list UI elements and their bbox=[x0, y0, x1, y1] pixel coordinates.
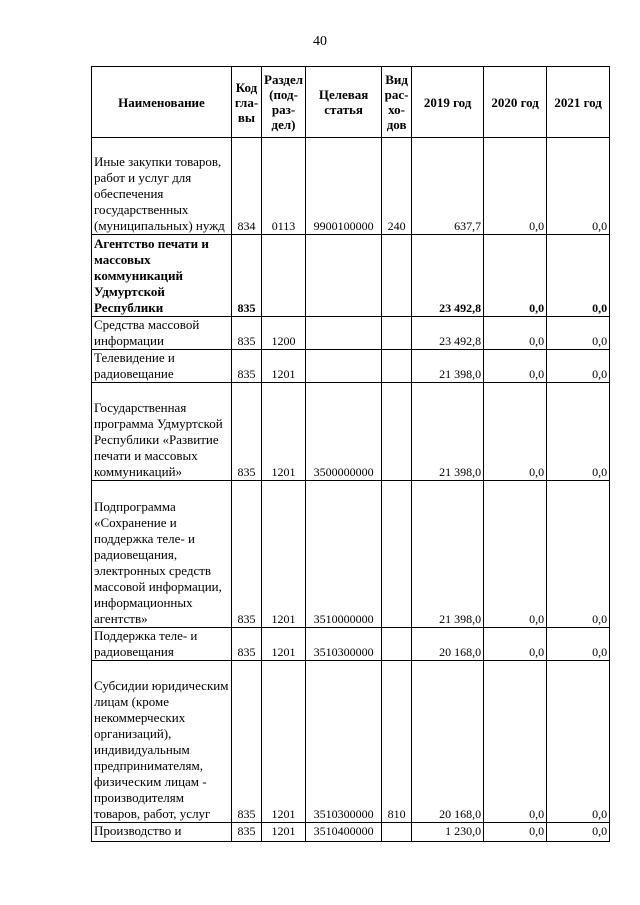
row-2019: 1 230,0 bbox=[412, 823, 484, 842]
header-2020: 2020 год bbox=[484, 67, 547, 138]
row-2020: 0,0 bbox=[484, 383, 547, 481]
table-row bbox=[92, 481, 610, 628]
row-target: 9900100000 bbox=[306, 138, 382, 235]
row-chapter: 835 bbox=[232, 235, 262, 317]
row-section bbox=[262, 235, 306, 317]
table-row bbox=[92, 138, 610, 235]
header-target-article: Целевая статья bbox=[306, 67, 382, 138]
row-2020: 0,0 bbox=[484, 481, 547, 628]
row-target: 3510300000 bbox=[306, 628, 382, 661]
row-2019: 23 492,8 bbox=[412, 317, 484, 350]
row-name: Субсидии юридическим лицам (кроме некоммерческих организаций), индивидуальным предпринимателям, физическим лицам - производителям товаров, работ, услуг bbox=[92, 661, 232, 823]
row-target bbox=[306, 317, 382, 350]
table-row bbox=[92, 661, 610, 823]
row-2021: 0,0 bbox=[547, 383, 610, 481]
row-chapter: 834 bbox=[232, 138, 262, 235]
row-2021: 0,0 bbox=[547, 823, 610, 842]
row-2019: 21 398,0 bbox=[412, 383, 484, 481]
row-chapter: 835 bbox=[232, 350, 262, 383]
table-row bbox=[92, 823, 610, 842]
header-expense-type: Вид рас-хо-дов bbox=[382, 67, 412, 138]
row-chapter: 835 bbox=[232, 628, 262, 661]
row-target bbox=[306, 235, 382, 317]
row-expense-type bbox=[382, 350, 412, 383]
row-2020: 0,0 bbox=[484, 628, 547, 661]
row-section: 1201 bbox=[262, 823, 306, 842]
row-2019: 637,7 bbox=[412, 138, 484, 235]
row-chapter: 835 bbox=[232, 661, 262, 823]
row-2020: 0,0 bbox=[484, 823, 547, 842]
header-chapter-code: Код гла-вы bbox=[232, 67, 262, 138]
row-target: 3510000000 bbox=[306, 481, 382, 628]
header-name: Наименование bbox=[92, 67, 232, 138]
row-target: 3510400000 bbox=[306, 823, 382, 842]
header-section: Раздел (под-раз-дел) bbox=[262, 67, 306, 138]
row-2019: 21 398,0 bbox=[412, 350, 484, 383]
row-section: 0113 bbox=[262, 138, 306, 235]
row-target: 3510300000 bbox=[306, 661, 382, 823]
row-2020: 0,0 bbox=[484, 350, 547, 383]
page-number: 40 bbox=[313, 34, 327, 49]
table-row bbox=[92, 628, 610, 661]
row-chapter: 835 bbox=[232, 383, 262, 481]
row-expense-type bbox=[382, 235, 412, 317]
row-name: Подпрограмма «Сохранение и поддержка теле- и радиовещания, электронных средств массовой информации, информационных агентств» bbox=[92, 481, 232, 628]
row-section: 1201 bbox=[262, 628, 306, 661]
row-2021: 0,0 bbox=[547, 138, 610, 235]
row-expense-type bbox=[382, 317, 412, 350]
row-chapter: 835 bbox=[232, 481, 262, 628]
row-2020: 0,0 bbox=[484, 661, 547, 823]
row-section: 1201 bbox=[262, 661, 306, 823]
table-row bbox=[92, 317, 610, 350]
row-name: Производство и bbox=[92, 823, 232, 842]
row-target bbox=[306, 350, 382, 383]
row-expense-type bbox=[382, 628, 412, 661]
row-expense-type: 810 bbox=[382, 661, 412, 823]
row-2019: 21 398,0 bbox=[412, 481, 484, 628]
row-section: 1201 bbox=[262, 383, 306, 481]
header-2021: 2021 год bbox=[547, 67, 610, 138]
budget-table bbox=[91, 66, 610, 842]
row-name: Поддержка теле- и радиовещания bbox=[92, 628, 232, 661]
table-row bbox=[92, 235, 610, 317]
row-2020: 0,0 bbox=[484, 317, 547, 350]
row-2021: 0,0 bbox=[547, 350, 610, 383]
row-2019: 20 168,0 bbox=[412, 628, 484, 661]
header-row bbox=[92, 67, 610, 138]
row-name: Иные закупки товаров, работ и услуг для обеспечения государственных (муниципальных) нужд bbox=[92, 138, 232, 235]
row-2021: 0,0 bbox=[547, 481, 610, 628]
table-row bbox=[92, 383, 610, 481]
row-section: 1200 bbox=[262, 317, 306, 350]
row-expense-type bbox=[382, 823, 412, 842]
row-target: 3500000000 bbox=[306, 383, 382, 481]
row-2021: 0,0 bbox=[547, 661, 610, 823]
row-name: Средства массовой информации bbox=[92, 317, 232, 350]
row-2021: 0,0 bbox=[547, 235, 610, 317]
row-name: Государственная программа Удмуртской Республики «Развитие печати и массовых коммуникаций» bbox=[92, 383, 232, 481]
row-chapter: 835 bbox=[232, 317, 262, 350]
row-chapter: 835 bbox=[232, 823, 262, 842]
table-row bbox=[92, 350, 610, 383]
row-2021: 0,0 bbox=[547, 628, 610, 661]
row-2020: 0,0 bbox=[484, 235, 547, 317]
row-2019: 23 492,8 bbox=[412, 235, 484, 317]
row-expense-type bbox=[382, 383, 412, 481]
row-section: 1201 bbox=[262, 481, 306, 628]
row-name: Агентство печати и массовых коммуникаций Удмуртской Республики bbox=[92, 235, 232, 317]
row-expense-type bbox=[382, 481, 412, 628]
row-2019: 20 168,0 bbox=[412, 661, 484, 823]
row-2020: 0,0 bbox=[484, 138, 547, 235]
row-section: 1201 bbox=[262, 350, 306, 383]
row-name: Телевидение и радиовещание bbox=[92, 350, 232, 383]
row-2021: 0,0 bbox=[547, 317, 610, 350]
row-expense-type: 240 bbox=[382, 138, 412, 235]
header-2019: 2019 год bbox=[412, 67, 484, 138]
